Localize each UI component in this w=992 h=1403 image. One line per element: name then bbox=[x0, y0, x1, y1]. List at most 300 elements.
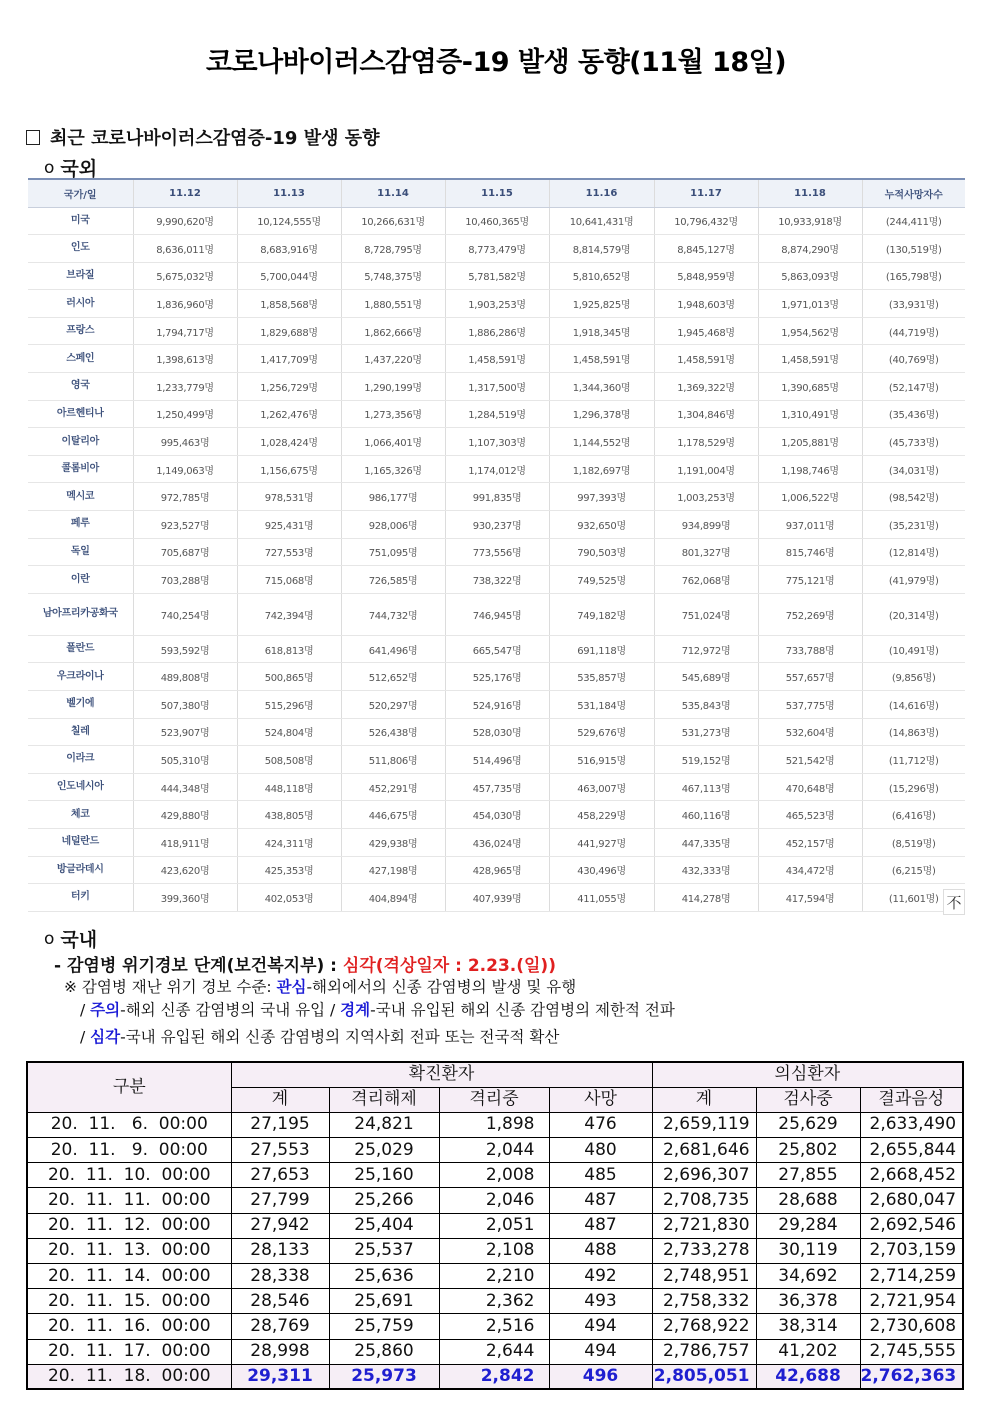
scroll-to-top-icon: 不 bbox=[946, 893, 962, 912]
confirmed-total: 27,653 bbox=[231, 1163, 329, 1188]
case-count: 1,945,468명 bbox=[654, 317, 758, 345]
case-count: 932,650명 bbox=[549, 511, 654, 539]
case-count: 524,916명 bbox=[445, 691, 549, 719]
isolated: 2,108 bbox=[439, 1238, 549, 1263]
header-released: 격리해제 bbox=[329, 1087, 439, 1112]
case-count: 1,156,675명 bbox=[237, 455, 341, 483]
domestic-heading bbox=[44, 925, 97, 952]
negative: 2,692,546 bbox=[860, 1213, 963, 1238]
table-row bbox=[27, 1163, 963, 1188]
case-count: 10,933,918명 bbox=[758, 207, 862, 235]
negative: 2,721,954 bbox=[860, 1289, 963, 1314]
case-count: 1,903,253명 bbox=[445, 290, 549, 318]
case-count: 712,972명 bbox=[654, 635, 758, 663]
table-row bbox=[27, 1188, 963, 1213]
testing: 41,202 bbox=[756, 1339, 860, 1364]
case-count: 1,858,568명 bbox=[237, 290, 341, 318]
country-row bbox=[28, 428, 965, 456]
case-count: 1,296,378명 bbox=[549, 400, 654, 428]
case-count: 1,006,522명 bbox=[758, 483, 862, 511]
case-count: 425,353명 bbox=[237, 856, 341, 884]
case-count: 1,003,253명 bbox=[654, 483, 758, 511]
cumulative-deaths: (8,519명) bbox=[862, 828, 965, 856]
confirmed-total: 28,769 bbox=[231, 1314, 329, 1339]
case-count: 414,278명 bbox=[654, 884, 758, 912]
case-count: 991,835명 bbox=[445, 483, 549, 511]
country-row bbox=[28, 373, 965, 401]
country-row bbox=[28, 593, 965, 635]
case-count: 470,648명 bbox=[758, 773, 862, 801]
header-date: 11.18 bbox=[758, 180, 862, 207]
testing: 36,378 bbox=[756, 1289, 860, 1314]
country-name: 브라질 bbox=[28, 262, 133, 290]
country-name: 이란 bbox=[28, 566, 133, 594]
case-count: 1,880,551명 bbox=[341, 290, 445, 318]
case-count: 10,641,431명 bbox=[549, 207, 654, 235]
case-count: 1,458,591명 bbox=[654, 345, 758, 373]
table-row bbox=[27, 1112, 963, 1137]
case-count: 436,024명 bbox=[445, 828, 549, 856]
isolated: 2,842 bbox=[439, 1364, 549, 1389]
country-row bbox=[28, 773, 965, 801]
case-count: 1,250,499명 bbox=[133, 400, 237, 428]
case-count: 535,857명 bbox=[549, 663, 654, 691]
case-count: 1,310,491명 bbox=[758, 400, 862, 428]
case-count: 1,174,012명 bbox=[445, 455, 549, 483]
country-row bbox=[28, 663, 965, 691]
case-count: 505,310명 bbox=[133, 746, 237, 774]
case-count: 1,233,779명 bbox=[133, 373, 237, 401]
domestic-label: 국내 bbox=[60, 929, 98, 951]
level-caution-desc: -해외 신종 감염병의 국내 유입 / bbox=[120, 1001, 341, 1019]
deaths: 493 bbox=[549, 1289, 652, 1314]
header-suspected: 의심환자 bbox=[652, 1062, 963, 1087]
header-deaths: 사망 bbox=[549, 1087, 652, 1112]
deaths: 494 bbox=[549, 1339, 652, 1364]
deaths: 492 bbox=[549, 1264, 652, 1289]
country-row bbox=[28, 317, 965, 345]
negative: 2,714,259 bbox=[860, 1264, 963, 1289]
case-count: 1,437,220명 bbox=[341, 345, 445, 373]
suspected-total: 2,758,332 bbox=[652, 1289, 756, 1314]
case-count: 618,813명 bbox=[237, 635, 341, 663]
case-count: 641,496명 bbox=[341, 635, 445, 663]
case-count: 665,547명 bbox=[445, 635, 549, 663]
suspected-total: 2,733,278 bbox=[652, 1238, 756, 1263]
isolated: 2,046 bbox=[439, 1188, 549, 1213]
country-row bbox=[28, 856, 965, 884]
case-count: 751,024명 bbox=[654, 593, 758, 635]
row-date: 20. 11. 13. 00:00 bbox=[27, 1238, 231, 1263]
case-count: 524,804명 bbox=[237, 718, 341, 746]
country-row bbox=[28, 828, 965, 856]
deaths: 480 bbox=[549, 1138, 652, 1163]
deaths: 476 bbox=[549, 1112, 652, 1137]
case-count: 1,182,697명 bbox=[549, 455, 654, 483]
released: 25,973 bbox=[329, 1364, 439, 1389]
isolated: 1,898 bbox=[439, 1112, 549, 1137]
case-count: 8,874,290명 bbox=[758, 235, 862, 263]
case-count: 402,053명 bbox=[237, 884, 341, 912]
case-count: 463,007명 bbox=[549, 773, 654, 801]
header-negative: 결과음성 bbox=[860, 1087, 963, 1112]
suspected-total: 2,786,757 bbox=[652, 1339, 756, 1364]
case-count: 752,269명 bbox=[758, 593, 862, 635]
case-count: 528,030명 bbox=[445, 718, 549, 746]
country-row bbox=[28, 345, 965, 373]
case-count: 500,865명 bbox=[237, 663, 341, 691]
row-date: 20. 11. 10. 00:00 bbox=[27, 1163, 231, 1188]
scroll-to-top-button[interactable] bbox=[943, 889, 965, 915]
case-count: 429,938명 bbox=[341, 828, 445, 856]
alert-note-line-1 bbox=[64, 975, 576, 997]
suspected-total: 2,748,951 bbox=[652, 1264, 756, 1289]
case-count: 434,472명 bbox=[758, 856, 862, 884]
country-row bbox=[28, 538, 965, 566]
case-count: 404,894명 bbox=[341, 884, 445, 912]
negative: 2,745,555 bbox=[860, 1339, 963, 1364]
cumulative-deaths: (34,031명) bbox=[862, 455, 965, 483]
case-count: 1,262,476명 bbox=[237, 400, 341, 428]
case-count: 10,796,432명 bbox=[654, 207, 758, 235]
case-count: 1,458,591명 bbox=[549, 345, 654, 373]
case-count: 5,675,032명 bbox=[133, 262, 237, 290]
table-row bbox=[27, 1339, 963, 1364]
level-serious: 심각 bbox=[90, 1028, 121, 1046]
header-date: 11.12 bbox=[133, 180, 237, 207]
testing: 42,688 bbox=[756, 1364, 860, 1389]
deaths: 494 bbox=[549, 1314, 652, 1339]
case-count: 1,954,562명 bbox=[758, 317, 862, 345]
country-name: 콜롬비아 bbox=[28, 455, 133, 483]
negative: 2,668,452 bbox=[860, 1163, 963, 1188]
testing: 28,688 bbox=[756, 1188, 860, 1213]
deaths: 487 bbox=[549, 1213, 652, 1238]
case-count: 424,311명 bbox=[237, 828, 341, 856]
case-count: 934,899명 bbox=[654, 511, 758, 539]
cumulative-deaths: (14,863명) bbox=[862, 718, 965, 746]
level-interest-desc: -해외에서의 신종 감염병의 발생 및 유행 bbox=[306, 978, 577, 996]
case-count: 427,198명 bbox=[341, 856, 445, 884]
cumulative-deaths: (12,814명) bbox=[862, 538, 965, 566]
row-date: 20. 11. 11. 00:00 bbox=[27, 1188, 231, 1213]
section-heading-text: 최근 코로나바이러스감염증-19 발생 동향 bbox=[50, 128, 380, 149]
level-serious-desc: -국내 유입된 해외 신종 감염병의 지역사회 전파 또는 전국적 확산 bbox=[120, 1028, 560, 1046]
case-count: 432,333명 bbox=[654, 856, 758, 884]
case-count: 1,284,519명 bbox=[445, 400, 549, 428]
country-name: 인도네시아 bbox=[28, 773, 133, 801]
overseas-heading bbox=[44, 154, 97, 181]
case-count: 1,836,960명 bbox=[133, 290, 237, 318]
country-row bbox=[28, 511, 965, 539]
country-name: 체코 bbox=[28, 801, 133, 829]
case-count: 5,700,044명 bbox=[237, 262, 341, 290]
alert-note-line-2 bbox=[80, 998, 675, 1020]
separator: / bbox=[80, 1001, 91, 1019]
case-count: 978,531명 bbox=[237, 483, 341, 511]
case-count: 738,322명 bbox=[445, 566, 549, 594]
case-count: 438,805명 bbox=[237, 801, 341, 829]
testing: 25,629 bbox=[756, 1112, 860, 1137]
case-count: 1,886,286명 bbox=[445, 317, 549, 345]
suspected-total: 2,805,051 bbox=[652, 1364, 756, 1389]
table-row bbox=[27, 1238, 963, 1263]
country-name: 페루 bbox=[28, 511, 133, 539]
case-count: 1,344,360명 bbox=[549, 373, 654, 401]
circle-bullet-icon: o bbox=[44, 928, 55, 949]
country-row bbox=[28, 884, 965, 912]
case-count: 5,781,582명 bbox=[445, 262, 549, 290]
case-count: 512,652명 bbox=[341, 663, 445, 691]
case-count: 537,775명 bbox=[758, 691, 862, 719]
confirmed-total: 27,799 bbox=[231, 1188, 329, 1213]
isolated: 2,362 bbox=[439, 1289, 549, 1314]
case-count: 454,030명 bbox=[445, 801, 549, 829]
case-count: 529,676명 bbox=[549, 718, 654, 746]
header-date: 11.17 bbox=[654, 180, 758, 207]
isolated: 2,051 bbox=[439, 1213, 549, 1238]
country-name: 네덜란드 bbox=[28, 828, 133, 856]
released: 25,160 bbox=[329, 1163, 439, 1188]
country-name: 러시아 bbox=[28, 290, 133, 318]
overseas-table bbox=[28, 180, 965, 912]
case-count: 1,829,688명 bbox=[237, 317, 341, 345]
header-suspected-total: 계 bbox=[652, 1087, 756, 1112]
negative: 2,633,490 bbox=[860, 1112, 963, 1137]
header-date: 11.14 bbox=[341, 180, 445, 207]
country-name: 이탈리아 bbox=[28, 428, 133, 456]
table-row bbox=[27, 1314, 963, 1339]
country-name: 칠레 bbox=[28, 718, 133, 746]
header-confirmed: 확진환자 bbox=[231, 1062, 652, 1087]
deaths: 488 bbox=[549, 1238, 652, 1263]
cumulative-deaths: (6,215명) bbox=[862, 856, 965, 884]
checkbox-square-icon bbox=[26, 130, 40, 145]
case-count: 773,556명 bbox=[445, 538, 549, 566]
suspected-total: 2,708,735 bbox=[652, 1188, 756, 1213]
page-title: 코로나바이러스감염증-19 발생 동향(11월 18일) bbox=[205, 47, 787, 78]
case-count: 997,393명 bbox=[549, 483, 654, 511]
header-date: 11.16 bbox=[549, 180, 654, 207]
released: 25,404 bbox=[329, 1213, 439, 1238]
case-count: 751,095명 bbox=[341, 538, 445, 566]
cumulative-deaths: (44,719명) bbox=[862, 317, 965, 345]
case-count: 1,273,356명 bbox=[341, 400, 445, 428]
case-count: 1,290,199명 bbox=[341, 373, 445, 401]
case-count: 1,165,326명 bbox=[341, 455, 445, 483]
header-testing: 검사중 bbox=[756, 1087, 860, 1112]
country-row bbox=[28, 801, 965, 829]
case-count: 511,806명 bbox=[341, 746, 445, 774]
cumulative-deaths: (45,733명) bbox=[862, 428, 965, 456]
case-count: 418,911명 bbox=[133, 828, 237, 856]
case-count: 1,458,591명 bbox=[445, 345, 549, 373]
cumulative-deaths: (11,712명) bbox=[862, 746, 965, 774]
case-count: 429,880명 bbox=[133, 801, 237, 829]
case-count: 8,773,479명 bbox=[445, 235, 549, 263]
case-count: 925,431명 bbox=[237, 511, 341, 539]
case-count: 733,788명 bbox=[758, 635, 862, 663]
country-name: 남아프리카공화국 bbox=[28, 593, 133, 635]
cumulative-deaths: (244,411명) bbox=[862, 207, 965, 235]
case-count: 457,735명 bbox=[445, 773, 549, 801]
deaths: 496 bbox=[549, 1364, 652, 1389]
case-count: 742,394명 bbox=[237, 593, 341, 635]
case-count: 691,118명 bbox=[549, 635, 654, 663]
row-date: 20. 11. 17. 00:00 bbox=[27, 1339, 231, 1364]
case-count: 746,945명 bbox=[445, 593, 549, 635]
case-count: 489,808명 bbox=[133, 663, 237, 691]
isolated: 2,210 bbox=[439, 1264, 549, 1289]
case-count: 521,542명 bbox=[758, 746, 862, 774]
case-count: 749,182명 bbox=[549, 593, 654, 635]
note-prefix: ※ 감염병 재난 위기 경보 수준: bbox=[64, 978, 277, 996]
case-count: 740,254명 bbox=[133, 593, 237, 635]
cumulative-deaths: (10,491명) bbox=[862, 635, 965, 663]
case-count: 744,732명 bbox=[341, 593, 445, 635]
case-count: 1,256,729명 bbox=[237, 373, 341, 401]
case-count: 1,862,666명 bbox=[341, 317, 445, 345]
case-count: 715,068명 bbox=[237, 566, 341, 594]
country-row bbox=[28, 290, 965, 318]
case-count: 407,939명 bbox=[445, 884, 549, 912]
case-count: 727,553명 bbox=[237, 538, 341, 566]
case-count: 514,496명 bbox=[445, 746, 549, 774]
case-count: 507,380명 bbox=[133, 691, 237, 719]
cumulative-deaths: (130,519명) bbox=[862, 235, 965, 263]
confirmed-total: 28,133 bbox=[231, 1238, 329, 1263]
level-interest: 관심 bbox=[276, 978, 307, 996]
country-name: 스페인 bbox=[28, 345, 133, 373]
domestic-table bbox=[26, 1061, 964, 1390]
case-count: 930,237명 bbox=[445, 511, 549, 539]
deaths: 485 bbox=[549, 1163, 652, 1188]
case-count: 1,918,345명 bbox=[549, 317, 654, 345]
case-count: 1,107,303명 bbox=[445, 428, 549, 456]
case-count: 520,297명 bbox=[341, 691, 445, 719]
case-count: 423,620명 bbox=[133, 856, 237, 884]
case-count: 5,810,652명 bbox=[549, 262, 654, 290]
case-count: 446,675명 bbox=[341, 801, 445, 829]
released: 25,860 bbox=[329, 1339, 439, 1364]
cumulative-deaths: (35,231명) bbox=[862, 511, 965, 539]
released: 25,266 bbox=[329, 1188, 439, 1213]
released: 25,537 bbox=[329, 1238, 439, 1263]
case-count: 1,925,825명 bbox=[549, 290, 654, 318]
case-count: 417,594명 bbox=[758, 884, 862, 912]
header-date: 11.13 bbox=[237, 180, 341, 207]
case-count: 428,965명 bbox=[445, 856, 549, 884]
testing: 30,119 bbox=[756, 1238, 860, 1263]
negative: 2,703,159 bbox=[860, 1238, 963, 1263]
header-date: 11.15 bbox=[445, 180, 549, 207]
case-count: 10,460,365명 bbox=[445, 207, 549, 235]
case-count: 460,116명 bbox=[654, 801, 758, 829]
case-count: 775,121명 bbox=[758, 566, 862, 594]
header-division: 구분 bbox=[27, 1062, 231, 1112]
cumulative-deaths: (33,931명) bbox=[862, 290, 965, 318]
country-name: 미국 bbox=[28, 207, 133, 235]
section-heading bbox=[26, 124, 380, 150]
domestic-header-row-1 bbox=[27, 1062, 963, 1087]
country-name: 폴란드 bbox=[28, 635, 133, 663]
case-count: 447,335명 bbox=[654, 828, 758, 856]
country-name: 벨기에 bbox=[28, 691, 133, 719]
case-count: 762,068명 bbox=[654, 566, 758, 594]
case-count: 923,527명 bbox=[133, 511, 237, 539]
case-count: 1,417,709명 bbox=[237, 345, 341, 373]
separator: / bbox=[80, 1028, 91, 1046]
confirmed-total: 28,338 bbox=[231, 1264, 329, 1289]
case-count: 9,990,620명 bbox=[133, 207, 237, 235]
case-count: 986,177명 bbox=[341, 483, 445, 511]
suspected-total: 2,681,646 bbox=[652, 1138, 756, 1163]
testing: 27,855 bbox=[756, 1163, 860, 1188]
case-count: 790,503명 bbox=[549, 538, 654, 566]
header-country-date: 국가/일 bbox=[28, 180, 133, 207]
case-count: 516,915명 bbox=[549, 746, 654, 774]
case-count: 467,113명 bbox=[654, 773, 758, 801]
case-count: 448,118명 bbox=[237, 773, 341, 801]
released: 24,821 bbox=[329, 1112, 439, 1137]
country-row bbox=[28, 262, 965, 290]
alert-level-prefix: - 감염병 위기경보 단계(보건복지부) : bbox=[54, 956, 343, 976]
level-caution: 주의 bbox=[90, 1001, 121, 1019]
testing: 29,284 bbox=[756, 1213, 860, 1238]
confirmed-total: 28,546 bbox=[231, 1289, 329, 1314]
overseas-table-container bbox=[28, 178, 965, 912]
case-count: 532,604명 bbox=[758, 718, 862, 746]
case-count: 515,296명 bbox=[237, 691, 341, 719]
suspected-total: 2,721,830 bbox=[652, 1213, 756, 1238]
case-count: 1,198,746명 bbox=[758, 455, 862, 483]
country-row bbox=[28, 746, 965, 774]
case-count: 1,304,846명 bbox=[654, 400, 758, 428]
row-date: 20. 11. 12. 00:00 bbox=[27, 1213, 231, 1238]
testing: 25,802 bbox=[756, 1138, 860, 1163]
isolated: 2,044 bbox=[439, 1138, 549, 1163]
table-row bbox=[27, 1264, 963, 1289]
cumulative-deaths: (6,416명) bbox=[862, 801, 965, 829]
case-count: 465,523명 bbox=[758, 801, 862, 829]
isolated: 2,008 bbox=[439, 1163, 549, 1188]
cumulative-deaths: (11,601명) bbox=[862, 884, 965, 912]
country-name: 영국 bbox=[28, 373, 133, 401]
negative: 2,762,363 bbox=[860, 1364, 963, 1389]
case-count: 8,814,579명 bbox=[549, 235, 654, 263]
case-count: 430,496명 bbox=[549, 856, 654, 884]
case-count: 5,748,375명 bbox=[341, 262, 445, 290]
alert-note-line-3 bbox=[80, 1025, 559, 1047]
confirmed-total: 28,998 bbox=[231, 1339, 329, 1364]
confirmed-total: 27,942 bbox=[231, 1213, 329, 1238]
country-name: 우크라이나 bbox=[28, 663, 133, 691]
cumulative-deaths: (40,769명) bbox=[862, 345, 965, 373]
testing: 38,314 bbox=[756, 1314, 860, 1339]
case-count: 972,785명 bbox=[133, 483, 237, 511]
case-count: 1,317,500명 bbox=[445, 373, 549, 401]
case-count: 8,636,011명 bbox=[133, 235, 237, 263]
level-alert: 경계 bbox=[340, 1001, 371, 1019]
negative: 2,655,844 bbox=[860, 1138, 963, 1163]
country-name: 인도 bbox=[28, 235, 133, 263]
case-count: 5,848,959명 bbox=[654, 262, 758, 290]
row-date: 20. 11. 16. 00:00 bbox=[27, 1314, 231, 1339]
suspected-total: 2,659,119 bbox=[652, 1112, 756, 1137]
case-count: 452,291명 bbox=[341, 773, 445, 801]
case-count: 5,863,093명 bbox=[758, 262, 862, 290]
cumulative-deaths: (20,314명) bbox=[862, 593, 965, 635]
